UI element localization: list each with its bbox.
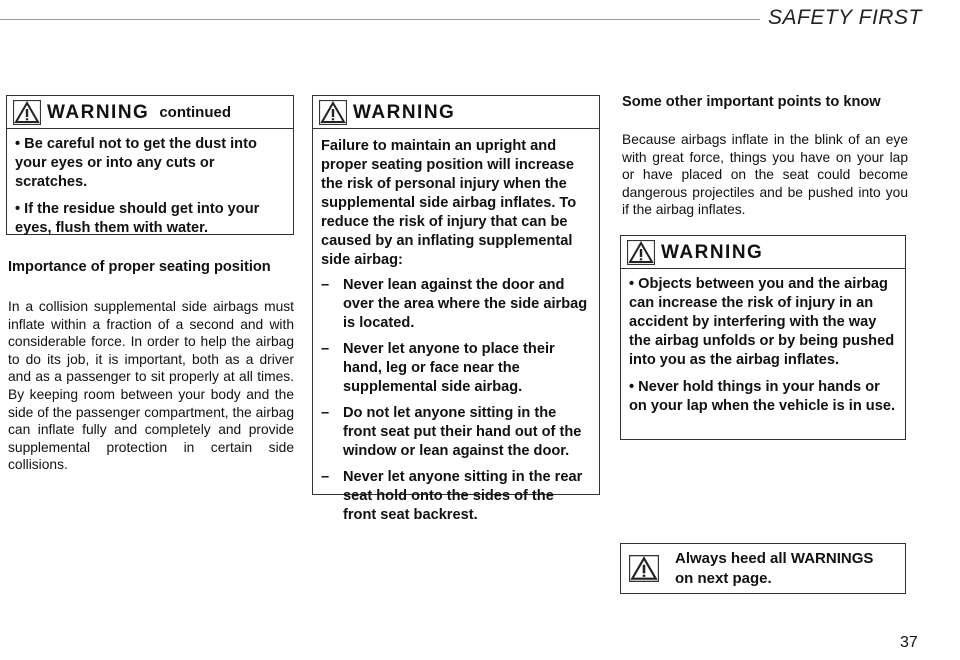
warning-box-header: [313, 96, 599, 129]
page-number: 37: [900, 634, 918, 651]
warning-title: WARNING: [47, 101, 150, 123]
notice-text: Always heed all WARNINGS on next page.: [675, 549, 874, 587]
warning-item: – Do not let anyone sitting in the front seat put their hand out of the window or lean against the door.: [321, 405, 582, 459]
warning-item: – Never let anyone to place their hand, leg or face near the supplemental side airbag.: [321, 341, 555, 395]
warning-box-side-airbag: [312, 95, 600, 523]
warning-item: • Be careful not to get the dust into your eyes or into any cuts or scratches.: [15, 135, 285, 192]
warning-title: WARNING: [661, 241, 764, 263]
body-paragraph: In a collision supplemental side airbags must inflate within a fraction of a second and with considerable force. In order to help the airbag to do its job, it is important, both as a driver and as a passenger to sit properly at all times. By keeping room between your body and the side of the passenger compartment, the airbag can inflate fully and completely and provide supplemental protection in certain side collisions.: [8, 299, 294, 473]
warning-box-header: [621, 236, 905, 269]
warning-box-continued: [6, 95, 294, 235]
page-header-title: SAFETY FIRST: [768, 6, 922, 29]
warning-box-objects: [620, 235, 906, 440]
warning-title: WARNING: [353, 101, 456, 123]
warning-triangle-icon: [13, 100, 41, 125]
warning-triangle-icon: [319, 100, 347, 125]
notice-box: [620, 543, 906, 594]
header-rule: [0, 19, 760, 20]
warning-triangle-icon: [627, 240, 655, 265]
warning-item: – Never let anyone sitting in the rear seat hold onto the sides of the front seat backrest.: [321, 469, 583, 523]
section-heading: Some other important points to know: [622, 94, 881, 110]
warning-box-header: [7, 96, 293, 129]
section-heading: Importance of proper seating position: [8, 259, 271, 275]
warning-item: • Objects between you and the airbag can increase the risk of injury in an accident by interfering with the way the airbag unfolds or by being pushed into you as the airbag inflates.: [629, 275, 897, 370]
warning-item: • If the residue should get into your eyes, flush them with water.: [15, 200, 285, 238]
warning-item: – Never lean against the door and over the area where the side airbag is located.: [321, 277, 588, 331]
warning-triangle-icon: [629, 555, 659, 582]
warning-continued-label: continued: [159, 104, 231, 121]
warning-item: • Never hold things in your hands or on your lap when the vehicle is in use.: [629, 378, 897, 416]
warning-intro: Failure to maintain an upright and proper seating position will increase the risk of personal injury when the supplemental side airbag inflates. To reduce the risk of injury that can be caused by an inflating supplemental side airbag:: [321, 138, 577, 268]
body-paragraph: Because airbags inflate in the blink of an eye with great force, things you have on your lap or have placed on the seat could become dangerous projectiles and be pushed into you if the airbag inflates.: [622, 132, 908, 218]
